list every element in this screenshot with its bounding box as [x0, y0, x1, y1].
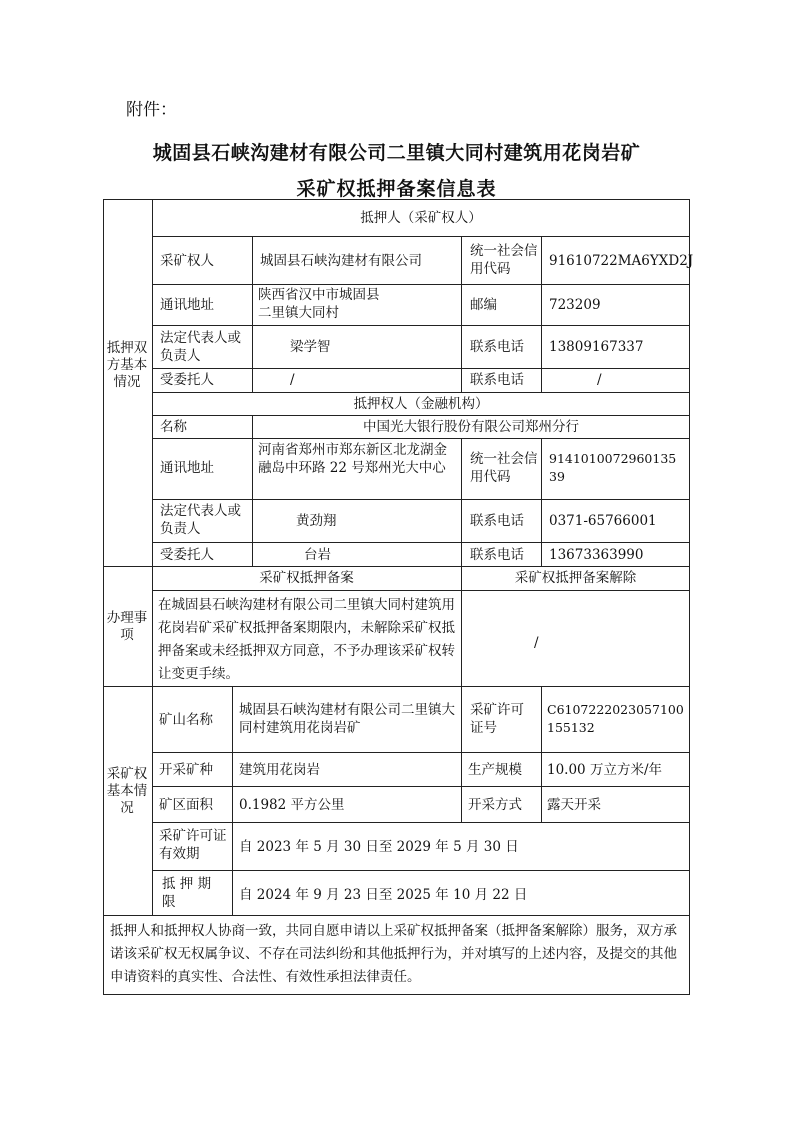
section-label-parties: 抵押双方基本情况 [106, 340, 148, 390]
release-header: 采矿权抵押备案解除 [514, 570, 637, 586]
mortgagor-legal-rep-value: 梁学智 [290, 339, 331, 355]
mortgagor-agent-label: 受委托人 [160, 372, 214, 388]
document-title: 城固县石峡沟建材有限公司二里镇大同村建筑用花岗岩矿 [152, 142, 641, 164]
release-value: / [534, 635, 539, 651]
mortgagee-legal-rep-label: 法定代表人或负责人 [160, 503, 241, 537]
mortgagee-agent-label: 受委托人 [160, 547, 214, 563]
mortgagor-phone-label: 联系电话 [470, 339, 524, 355]
section-label-matters: 办理事项 [106, 610, 148, 643]
mortgagee-credit-code-value: 914101007296013539 [549, 451, 677, 484]
mortgagor-address-value: 陕西省汉中市城固县二里镇大同村 [258, 287, 380, 321]
mortgagee-name-value: 中国光大银行股份有限公司郑州分行 [363, 419, 579, 435]
mortgagee-address-value: 河南省郑州市郑东新区北龙湖金融岛中环路 22 号郑州光大中心 [258, 442, 447, 476]
method-value: 露天开采 [547, 797, 601, 813]
section-label-mining-right: 采矿权基本情况 [106, 766, 148, 816]
mortgagor-agent-phone-label: 联系电话 [470, 372, 524, 388]
mineral-value: 建筑用花岗岩 [239, 762, 320, 778]
mortgagor-credit-code-value: 91610722MA6YXD2J [549, 253, 694, 269]
mortgagee-agent-phone-value: 13673363990 [549, 547, 644, 563]
scale-label: 生产规模 [468, 762, 522, 778]
mortgagor-postcode-label: 邮编 [470, 297, 497, 313]
mortgagor-agent-phone-value: / [597, 372, 602, 388]
term-label: 抵 押 期 限 [162, 876, 212, 910]
mortgagee-phone-value: 0371-65766001 [549, 513, 657, 529]
mortgagee-header: 抵押权人（金融机构） [353, 396, 489, 412]
mortgagee-legal-rep-value: 黄劲翔 [296, 513, 337, 529]
mortgagor-holder-label: 采矿权人 [160, 253, 214, 269]
mortgagor-agent-value: / [290, 372, 295, 388]
license-no-value: C6107222023057100155132 [547, 702, 684, 735]
mortgagee-phone-label: 联系电话 [470, 513, 524, 529]
mortgagee-address-label: 通讯地址 [160, 460, 214, 476]
license-no-label: 采矿许可证号 [470, 702, 524, 736]
filing-text: 在城固县石峡沟建材有限公司二里镇大同村建筑用花岗岩矿采矿权抵押备案期限内，未解除采矿权抵押备案或未经抵押双方同意，不予办理该采矿权转让变更手续。 [158, 597, 455, 682]
declaration-text: 抵押人和抵押权人协商一致，共同自愿申请以上采矿权抵押备案（抵押备案解除）服务，双方承诺该采矿权无权属争议、不存在司法纠纷和其他抵押行为，并对填写的上述内容，及提交的其他申请资料的真实性、合法性、有效性承担法律责任。 [110, 923, 677, 985]
term-value: 自 2024 年 9 月 23 日至 2025 年 10 月 22 日 [239, 887, 528, 903]
mortgagor-header: 抵押人（采矿权人） [360, 210, 482, 226]
attachment-label: 附件： [126, 100, 177, 120]
mortgagor-address-label: 通讯地址 [160, 297, 214, 313]
mortgagor-holder-value: 城固县石峡沟建材有限公司 [260, 253, 422, 269]
document-subtitle: 采矿权抵押备案信息表 [296, 178, 497, 200]
mineral-label: 开采矿种 [159, 762, 213, 778]
validity-value: 自 2023 年 5 月 30 日至 2029 年 5 月 30 日 [239, 839, 519, 855]
mortgagor-credit-code-label: 统一社会信用代码 [470, 243, 538, 277]
filing-header: 采矿权抵押备案 [259, 570, 354, 586]
mortgagee-agent-phone-label: 联系电话 [470, 547, 524, 563]
validity-label: 采矿许可证有效期 [159, 828, 227, 862]
mortgagor-phone-value: 13809167337 [549, 339, 644, 355]
mortgagor-legal-rep-label: 法定代表人或负责人 [160, 330, 241, 364]
mortgagee-agent-value: 台岩 [304, 547, 331, 563]
area-value: 0.1982 平方公里 [239, 797, 345, 813]
mortgagee-name-label: 名称 [160, 419, 187, 435]
area-label: 矿区面积 [159, 797, 213, 813]
mine-name-value: 城固县石峡沟建材有限公司二里镇大同村建筑用花岗岩矿 [239, 702, 455, 736]
mortgagor-postcode-value: 723209 [549, 297, 601, 313]
mine-name-label: 矿山名称 [159, 712, 213, 728]
scale-value: 10.00 万立方米/年 [547, 762, 662, 778]
method-label: 开采方式 [468, 797, 522, 813]
mortgagee-credit-code-label: 统一社会信用代码 [470, 451, 538, 485]
